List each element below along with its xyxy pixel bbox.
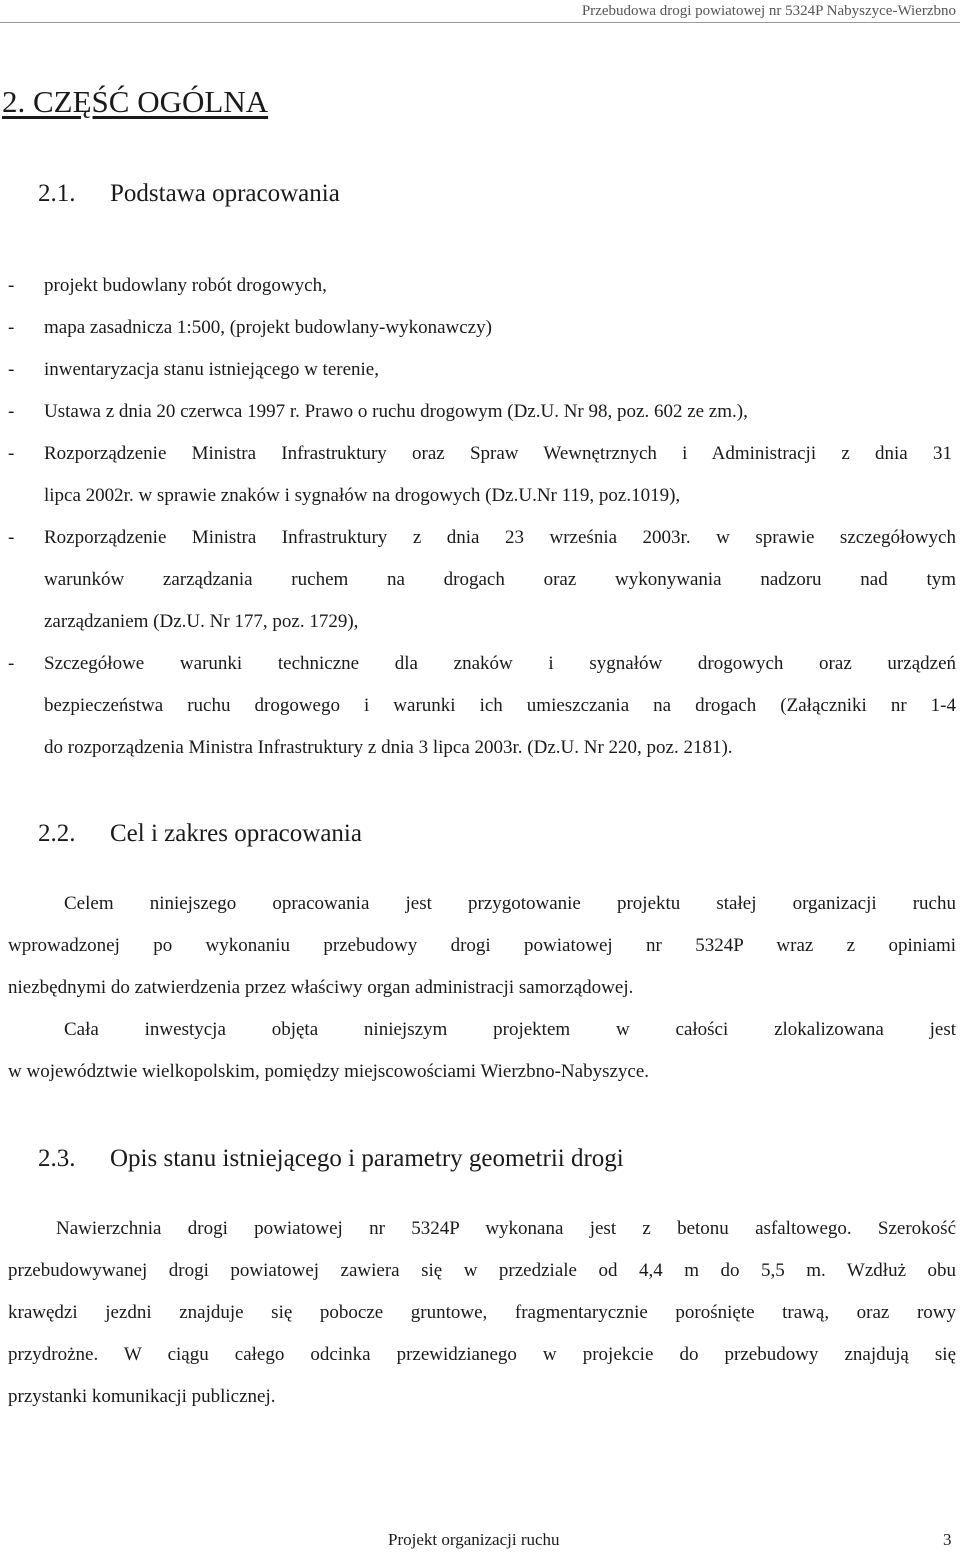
paragraph-line: przebudowywanej drogi powiatowej zawiera się w przedziale od 4,4 m do 5,5 m. Wzdłuż obu — [8, 1260, 956, 1281]
paragraph-line: Nawierzchnia drogi powiatowej nr 5324P wykonana jest z betonu asfaltowego. Szerokość — [56, 1218, 956, 1239]
paragraph-line: niezbędnymi do zatwierdzenia przez właściwy organ administracji samorządowej. — [8, 977, 634, 998]
page-number: 3 — [943, 1530, 952, 1549]
paragraph-line: przystanki komunikacji publicznej. — [8, 1386, 276, 1407]
paragraph-line: Celem niniejszego opracowania jest przygotowanie projektu stałej organizacji ruchu — [64, 893, 956, 914]
paragraph-line: przydrożne. W ciągu całego odcinka przewidzianego w projekcie do przebudowy znajdują się — [8, 1344, 956, 1365]
footer-label: Projekt organizacji ruchu — [388, 1530, 560, 1549]
list-bullet: - — [8, 401, 15, 422]
list-item-continuation: warunków zarządzania ruchem na drogach oraz wykonywania nadzoru nad tym — [44, 569, 956, 590]
section-2-3-title: Opis stanu istniejącego i parametry geometrii drogi — [110, 1145, 624, 1172]
list-item-continuation: do rozporządzenia Ministra Infrastruktury z dnia 3 lipca 2003r. (Dz.U. Nr 220, poz. 2181). — [44, 737, 733, 758]
list-item: Szczegółowe warunki techniczne dla znaków i sygnałów drogowych oraz urządzeń — [44, 653, 956, 674]
paragraph-line: krawędzi jezdni znajduje się pobocze gruntowe, fragmentarycznie porośnięte trawą, oraz rowy — [8, 1302, 956, 1323]
list-bullet: - — [8, 359, 15, 380]
list-item: mapa zasadnicza 1:500, (projekt budowlany-wykonawczy) — [44, 317, 492, 338]
header-rule — [0, 22, 960, 23]
section-2-1-number: 2.1. — [38, 180, 76, 207]
list-bullet: - — [8, 443, 15, 464]
list-item-continuation: zarządzaniem (Dz.U. Nr 177, poz. 1729), — [44, 611, 359, 632]
chapter-title: 2. CZĘŚĆ OGÓLNA — [2, 84, 269, 119]
list-item: Rozporządzenie Ministra Infrastruktury oraz Spraw Wewnętrznych i Administracji z dnia 31 — [44, 443, 952, 464]
paragraph-line: wprowadzonej po wykonaniu przebudowy drogi powiatowej nr 5324P wraz z opiniami — [8, 935, 956, 956]
list-bullet: - — [8, 653, 15, 674]
list-bullet: - — [8, 317, 15, 338]
list-item: Ustawa z dnia 20 czerwca 1997 r. Prawo o ruchu drogowym (Dz.U. Nr 98, poz. 602 ze zm.), — [44, 401, 748, 422]
paragraph-line: w województwie wielkopolskim, pomiędzy miejscowościami Wierzbno-Nabyszyce. — [8, 1061, 650, 1082]
list-bullet: - — [8, 275, 15, 296]
list-item-continuation: bezpieczeństwa ruchu drogowego i warunki ich umieszczania na drogach (Załączniki nr 1-4 — [44, 695, 956, 716]
section-2-2-number: 2.2. — [38, 820, 76, 847]
list-item-continuation: lipca 2002r. w sprawie znaków i sygnałów na drogowych (Dz.U.Nr 119, poz.1019), — [44, 485, 681, 506]
paragraph-line: Cała inwestycja objęta niniejszym projektem w całości zlokalizowana jest — [64, 1019, 956, 1040]
running-header: Przebudowa drogi powiatowej nr 5324P Nabyszyce-Wierzbno — [581, 3, 956, 19]
list-item: projekt budowlany robót drogowych, — [44, 275, 327, 296]
section-2-2-title: Cel i zakres opracowania — [110, 820, 362, 847]
list-bullet: - — [8, 527, 15, 548]
section-2-1-title: Podstawa opracowania — [110, 180, 340, 207]
section-2-3-number: 2.3. — [38, 1145, 76, 1172]
list-item: inwentaryzacja stanu istniejącego w terenie, — [44, 359, 379, 380]
list-item: Rozporządzenie Ministra Infrastruktury z dnia 23 września 2003r. w sprawie szczegółowych — [44, 527, 956, 548]
